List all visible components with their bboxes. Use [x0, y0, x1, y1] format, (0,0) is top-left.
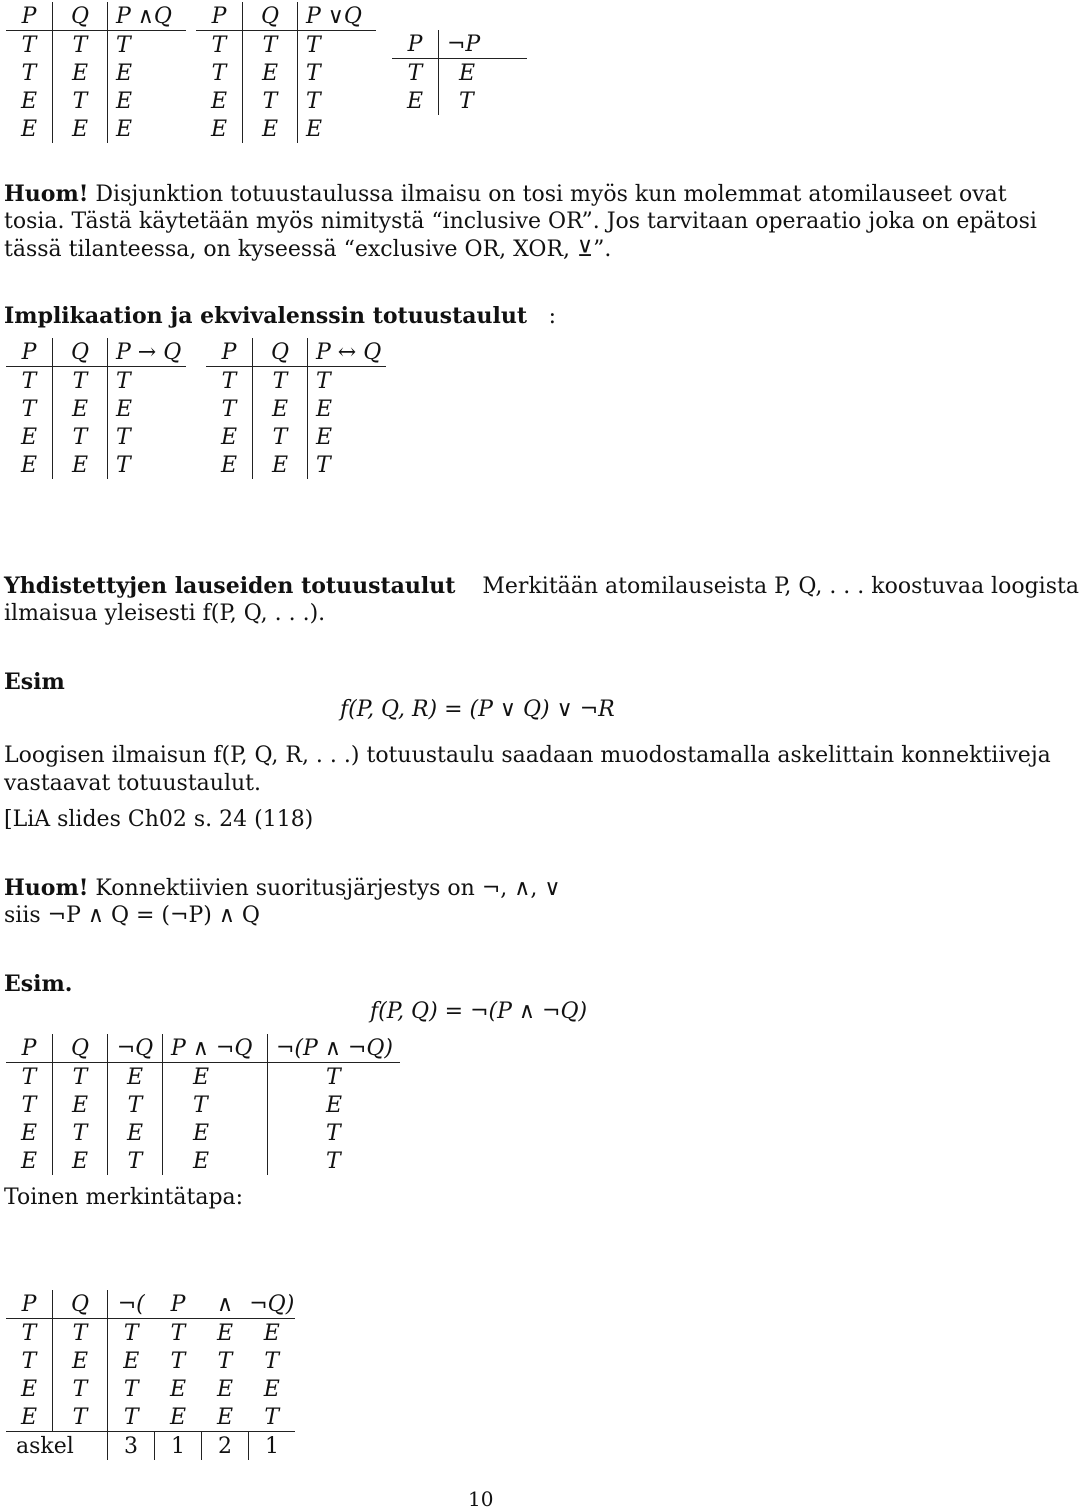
cell: E — [6, 451, 53, 479]
header-cell: P → Q — [108, 338, 187, 367]
cell: T — [196, 59, 243, 87]
header-cell: ¬Q — [108, 1034, 163, 1063]
note-line: siis ¬P ∧ Q = (¬P) ∧ Q — [4, 903, 260, 928]
header-cell: Q — [243, 2, 298, 31]
cell: E — [243, 59, 298, 87]
cell: E — [53, 1091, 108, 1119]
cell: T — [6, 59, 53, 87]
cell: E — [6, 1119, 53, 1147]
cell: E — [53, 59, 108, 87]
order-label: askel — [6, 1432, 108, 1461]
header-cell: ¬( — [108, 1290, 155, 1319]
cell: T — [170, 1320, 186, 1346]
cell: T — [53, 1063, 108, 1092]
heading-text: Implikaation ja ekvivalenssin totuustaulut — [4, 303, 527, 329]
cell: T — [217, 1348, 233, 1374]
note-line: tosia. Tästä käytetään myös nimitystä “inclusive OR”. Jos tarvitaan operaatio joka on epätosi — [4, 209, 1037, 234]
header-cell: P — [206, 338, 253, 367]
cell: T — [459, 88, 474, 114]
cell: E — [326, 1092, 343, 1118]
compound-heading: Yhdistettyjen lauseiden totuustaulut — [4, 573, 456, 599]
cell: E — [306, 116, 323, 142]
cell: T — [253, 423, 308, 451]
cell: T — [243, 87, 298, 115]
cell: T — [264, 1404, 280, 1430]
reference: [LiA slides Ch02 s. 24 (118) — [4, 807, 314, 832]
cell: E — [316, 396, 333, 422]
example-line: vastaavat totuustaulut. — [4, 771, 262, 796]
cell: T — [116, 32, 131, 58]
order-cell: 2 — [202, 1432, 249, 1461]
cell: T — [123, 1376, 139, 1402]
cell: T — [326, 1120, 341, 1146]
note-line: tässä tilanteessa, on kyseessä “exclusive OR, XOR, ⊻”. — [4, 237, 612, 262]
cell: T — [53, 87, 108, 115]
order-cell: 3 — [108, 1432, 155, 1461]
header-cell: Q — [53, 1290, 108, 1319]
cell: T — [53, 1319, 108, 1348]
cell: T — [306, 88, 321, 114]
header-cell: ¬P — [439, 30, 528, 59]
not-truth-table — [392, 30, 527, 115]
and-truth-table — [6, 2, 186, 143]
cell: T — [253, 367, 308, 396]
note-text: Disjunktion totuustaulussa ilmaisu on tosi myös kun molemmat atomilauseet ovat — [95, 182, 1007, 207]
order-cell: 1 — [265, 1433, 279, 1459]
page-number: 10 — [468, 1487, 494, 1511]
cell: E — [206, 451, 253, 479]
cell: E — [459, 60, 476, 86]
cell: T — [6, 1063, 53, 1092]
cell: T — [6, 1347, 53, 1375]
cell: E — [53, 115, 108, 143]
cell: E — [263, 1376, 280, 1402]
cell: E — [196, 87, 243, 115]
header-cell: P — [392, 30, 439, 59]
cell: T — [326, 1148, 341, 1174]
cell: E — [206, 423, 253, 451]
cell: E — [253, 395, 308, 423]
header-cell: Q — [53, 338, 108, 367]
example-formula: f(P, Q, R) = (P ∨ Q) ∨ ¬R — [340, 697, 615, 722]
compound-line: ilmaisua yleisesti f(P, Q, . . .). — [4, 601, 326, 626]
header-cell: ¬(P ∧ ¬Q) — [268, 1034, 401, 1063]
example-formula: f(P, Q) = ¬(P ∧ ¬Q) — [370, 999, 588, 1024]
cell: E — [6, 87, 53, 115]
example-truth-table — [6, 1034, 400, 1175]
compound-paragraph — [4, 572, 1079, 601]
cell: T — [116, 368, 131, 394]
header-cell: P ↔ Q — [308, 338, 387, 367]
header-cell: P ∧Q — [108, 2, 187, 31]
cell: T — [53, 31, 108, 60]
header-cell: P — [6, 338, 53, 367]
cell: E — [116, 396, 133, 422]
cell: E — [316, 424, 333, 450]
cell: E — [53, 1147, 108, 1175]
cell: T — [53, 1403, 108, 1432]
cell: T — [6, 31, 53, 60]
header-cell: Q — [53, 2, 108, 31]
alt-notation-label: Toinen merkintätapa: — [4, 1185, 244, 1210]
cell: E — [6, 1147, 53, 1175]
header-cell: P — [196, 2, 243, 31]
cell: E — [253, 451, 308, 479]
cell: E — [163, 1119, 268, 1147]
cell: E — [196, 115, 243, 143]
cell: T — [243, 31, 298, 60]
cell: T — [6, 1091, 53, 1119]
cell: E — [163, 1063, 268, 1092]
cell: E — [169, 1404, 187, 1430]
header-cell: P — [6, 1034, 53, 1063]
note-disjunction — [4, 180, 1007, 209]
cell: T — [53, 1375, 108, 1403]
cell: E — [116, 116, 133, 142]
header-cell: P — [6, 1290, 53, 1319]
cell: E — [6, 1403, 53, 1432]
cell: T — [6, 1319, 53, 1348]
cell: E — [169, 1376, 187, 1402]
cell: E — [216, 1376, 234, 1402]
cell: T — [306, 60, 321, 86]
cell: T — [206, 395, 253, 423]
cell: E — [6, 423, 53, 451]
cell: E — [392, 87, 439, 115]
compound-text: Merkitään atomilauseista P, Q, . . . koostuvaa loogista — [482, 574, 1079, 599]
cell: E — [116, 88, 133, 114]
alt-truth-table — [6, 1290, 295, 1460]
cell: E — [53, 395, 108, 423]
note-precedence — [4, 874, 560, 903]
cell: T — [326, 1064, 341, 1090]
header-cell: P ∧ ¬Q — [163, 1034, 268, 1063]
cell: E — [163, 1147, 268, 1175]
header-cell: P — [6, 2, 53, 31]
or-truth-table — [196, 2, 376, 143]
cell: T — [108, 1091, 163, 1119]
cell: E — [216, 1404, 234, 1430]
implication-truth-table — [6, 338, 186, 479]
cell: E — [216, 1320, 234, 1346]
example-label: Esim. — [4, 971, 73, 997]
header-cell: ¬Q) — [249, 1291, 295, 1317]
example-label: Esim — [4, 669, 65, 695]
cell: E — [108, 1063, 163, 1092]
cell: T — [306, 32, 321, 58]
cell: T — [264, 1348, 280, 1374]
cell: E — [123, 1348, 140, 1374]
equivalence-truth-table — [206, 338, 386, 479]
example-line: Loogisen ilmaisun f(P, Q, R, . . .) totuustaulu saadaan muodostamalla askelittain konnektiiveja — [4, 743, 1051, 768]
header-cell: ∧ — [202, 1290, 249, 1319]
header-cell: P — [155, 1290, 202, 1319]
cell: T — [108, 1147, 163, 1175]
note-label: Huom! — [4, 181, 89, 207]
cell: E — [116, 60, 133, 86]
cell: T — [206, 367, 253, 396]
header-cell: Q — [253, 338, 308, 367]
cell: E — [53, 451, 108, 479]
cell: T — [170, 1348, 186, 1374]
header-cell: P ∨Q — [298, 2, 377, 31]
note-label: Huom! — [4, 875, 89, 901]
cell: T — [116, 424, 131, 450]
cell: E — [108, 1119, 163, 1147]
cell: T — [392, 59, 439, 88]
cell: T — [53, 367, 108, 396]
cell: E — [263, 1320, 280, 1346]
cell: E — [243, 115, 298, 143]
cell: T — [123, 1320, 139, 1346]
cell: T — [316, 368, 331, 394]
note-text: Konnektiivien suoritusjärjestys on ¬, ∧, ∨ — [95, 876, 561, 901]
order-cell: 1 — [155, 1432, 202, 1461]
header-cell: Q — [53, 1034, 108, 1063]
heading-colon: : — [548, 304, 557, 329]
cell: T — [6, 395, 53, 423]
section-heading — [4, 302, 556, 331]
cell: E — [6, 1375, 53, 1403]
cell: T — [53, 423, 108, 451]
cell: T — [6, 367, 53, 396]
cell: T — [116, 452, 131, 478]
cell: T — [316, 452, 331, 478]
cell: T — [196, 31, 243, 60]
cell: E — [6, 115, 53, 143]
cell: T — [123, 1404, 139, 1430]
cell: E — [53, 1347, 108, 1375]
cell: T — [163, 1091, 268, 1119]
cell: T — [53, 1119, 108, 1147]
